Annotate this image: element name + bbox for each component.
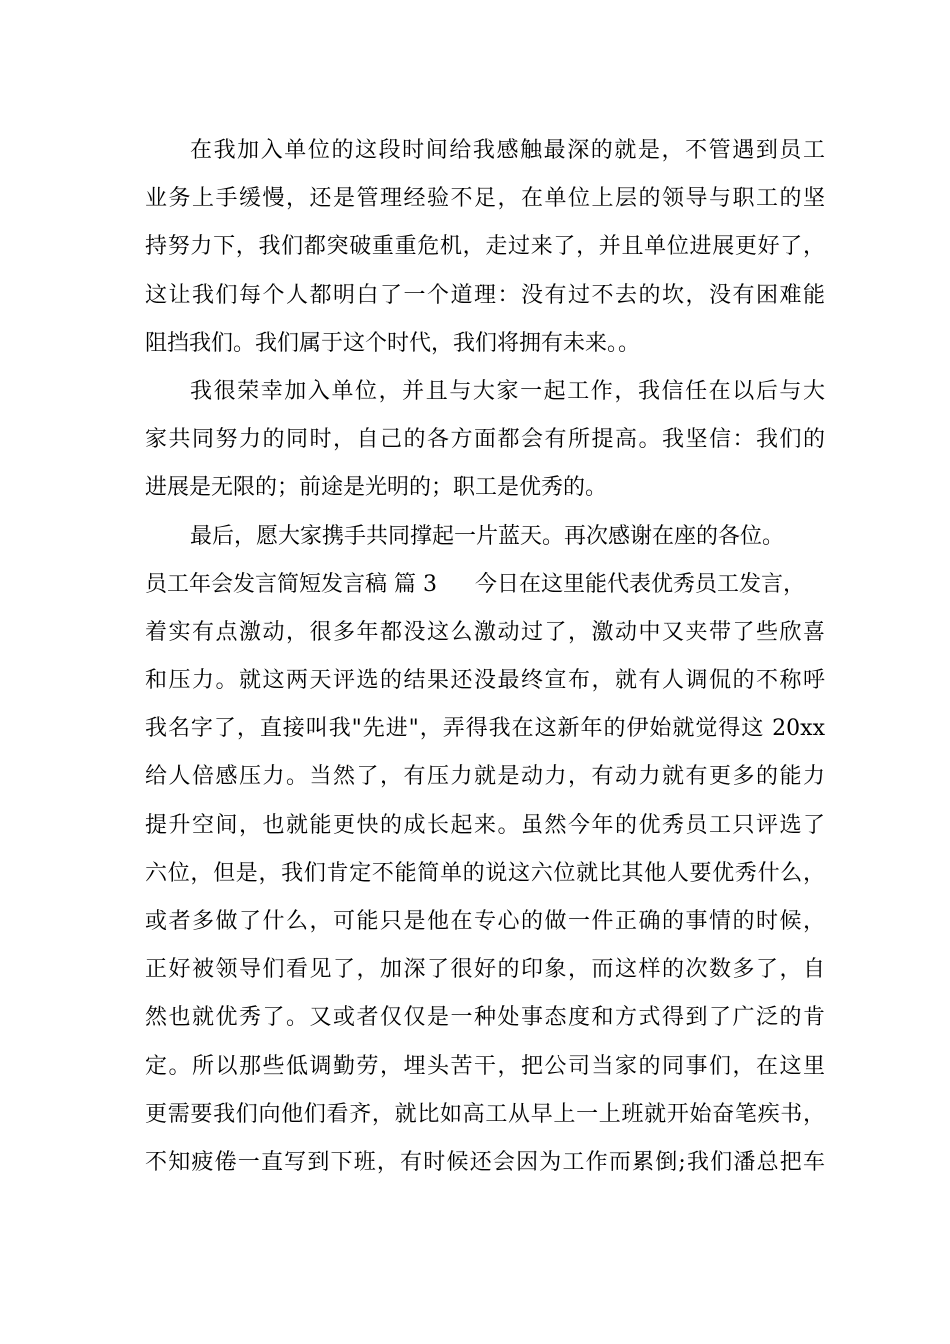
paragraph-line: 这让我们每个人都明白了一个道理：没有过不去的坎，没有困难能 [145,282,825,308]
paragraph-line: 六位，但是，我们肯定不能简单的说这六位就比其他人要优秀什么， [145,860,825,886]
paragraph-line: 正好被领导们看见了，加深了很好的印象，而这样的次数多了，自 [145,957,825,983]
paragraph-line: 我很荣幸加入单位，并且与大家一起工作，我信任在以后与大 [190,378,825,404]
document-body [145,127,825,1187]
paragraph-line: 或者多做了什么，可能只是他在专心的做一件正确的事情的时候， [145,909,825,934]
paragraph-line: 给人倍感压力。当然了，有压力就是动力，有动力就有更多的能力 [145,764,825,790]
paragraph-line: 进展是无限的；前途是光明的；职工是优秀的。 [145,475,608,501]
paragraph-line: 不知疲倦一直写到下班，有时候还会因为工作而累倒;我们潘总把车 [145,1149,825,1175]
paragraph-line: 持努力下，我们都突破重重危机，走过来了，并且单位进展更好了， [145,234,825,260]
paragraph-line: 提升空间，也就能更快的成长起来。虽然今年的优秀员工只评选了 [145,812,825,838]
paragraph-line: 着实有点激动，很多年都没这么激动过了，激动中又夹带了些欣喜 [145,619,825,645]
paragraph-line: 最后，愿大家携手共同撑起一片蓝天。再次感谢在座的各位。 [190,523,785,549]
paragraph-line: 我名字了，直接叫我"先进"，弄得我在这新年的伊始就觉得这 20xx [145,716,825,742]
paragraph-line: 更需要我们向他们看齐，就比如高工从早上一上班就开始奋笔疾书， [145,1101,825,1127]
paragraph-line: 业务上手缓慢，还是管理经验不足，在单位上层的领导与职工的坚 [145,186,825,212]
paragraph-line: 家共同努力的同时，自己的各方面都会有所提高。我坚信：我们的 [145,427,825,453]
paragraph-line: 阻挡我们。我们属于这个时代，我们将拥有未来。。 [145,330,641,356]
section-heading-tail: 今日在这里能代表优秀员工发言， [474,571,805,597]
paragraph-line: 在我加入单位的这段时间给我感触最深的就是，不管遇到员工 [190,138,825,163]
paragraph-line: 定。所以那些低调勤劳，埋头苦干，把公司当家的同事们，在这里 [145,1053,825,1079]
paragraph-line: 然也就优秀了。又或者仅仅是一种处事态度和方式得到了广泛的肯 [145,1005,825,1031]
section-heading: 员工年会发言简短发言稿 篇 3 [145,571,437,597]
section-heading-line [145,561,825,609]
paragraph-line: 和压力。就这两天评选的结果还没最终宣布，就有人调侃的不称呼 [145,668,825,694]
